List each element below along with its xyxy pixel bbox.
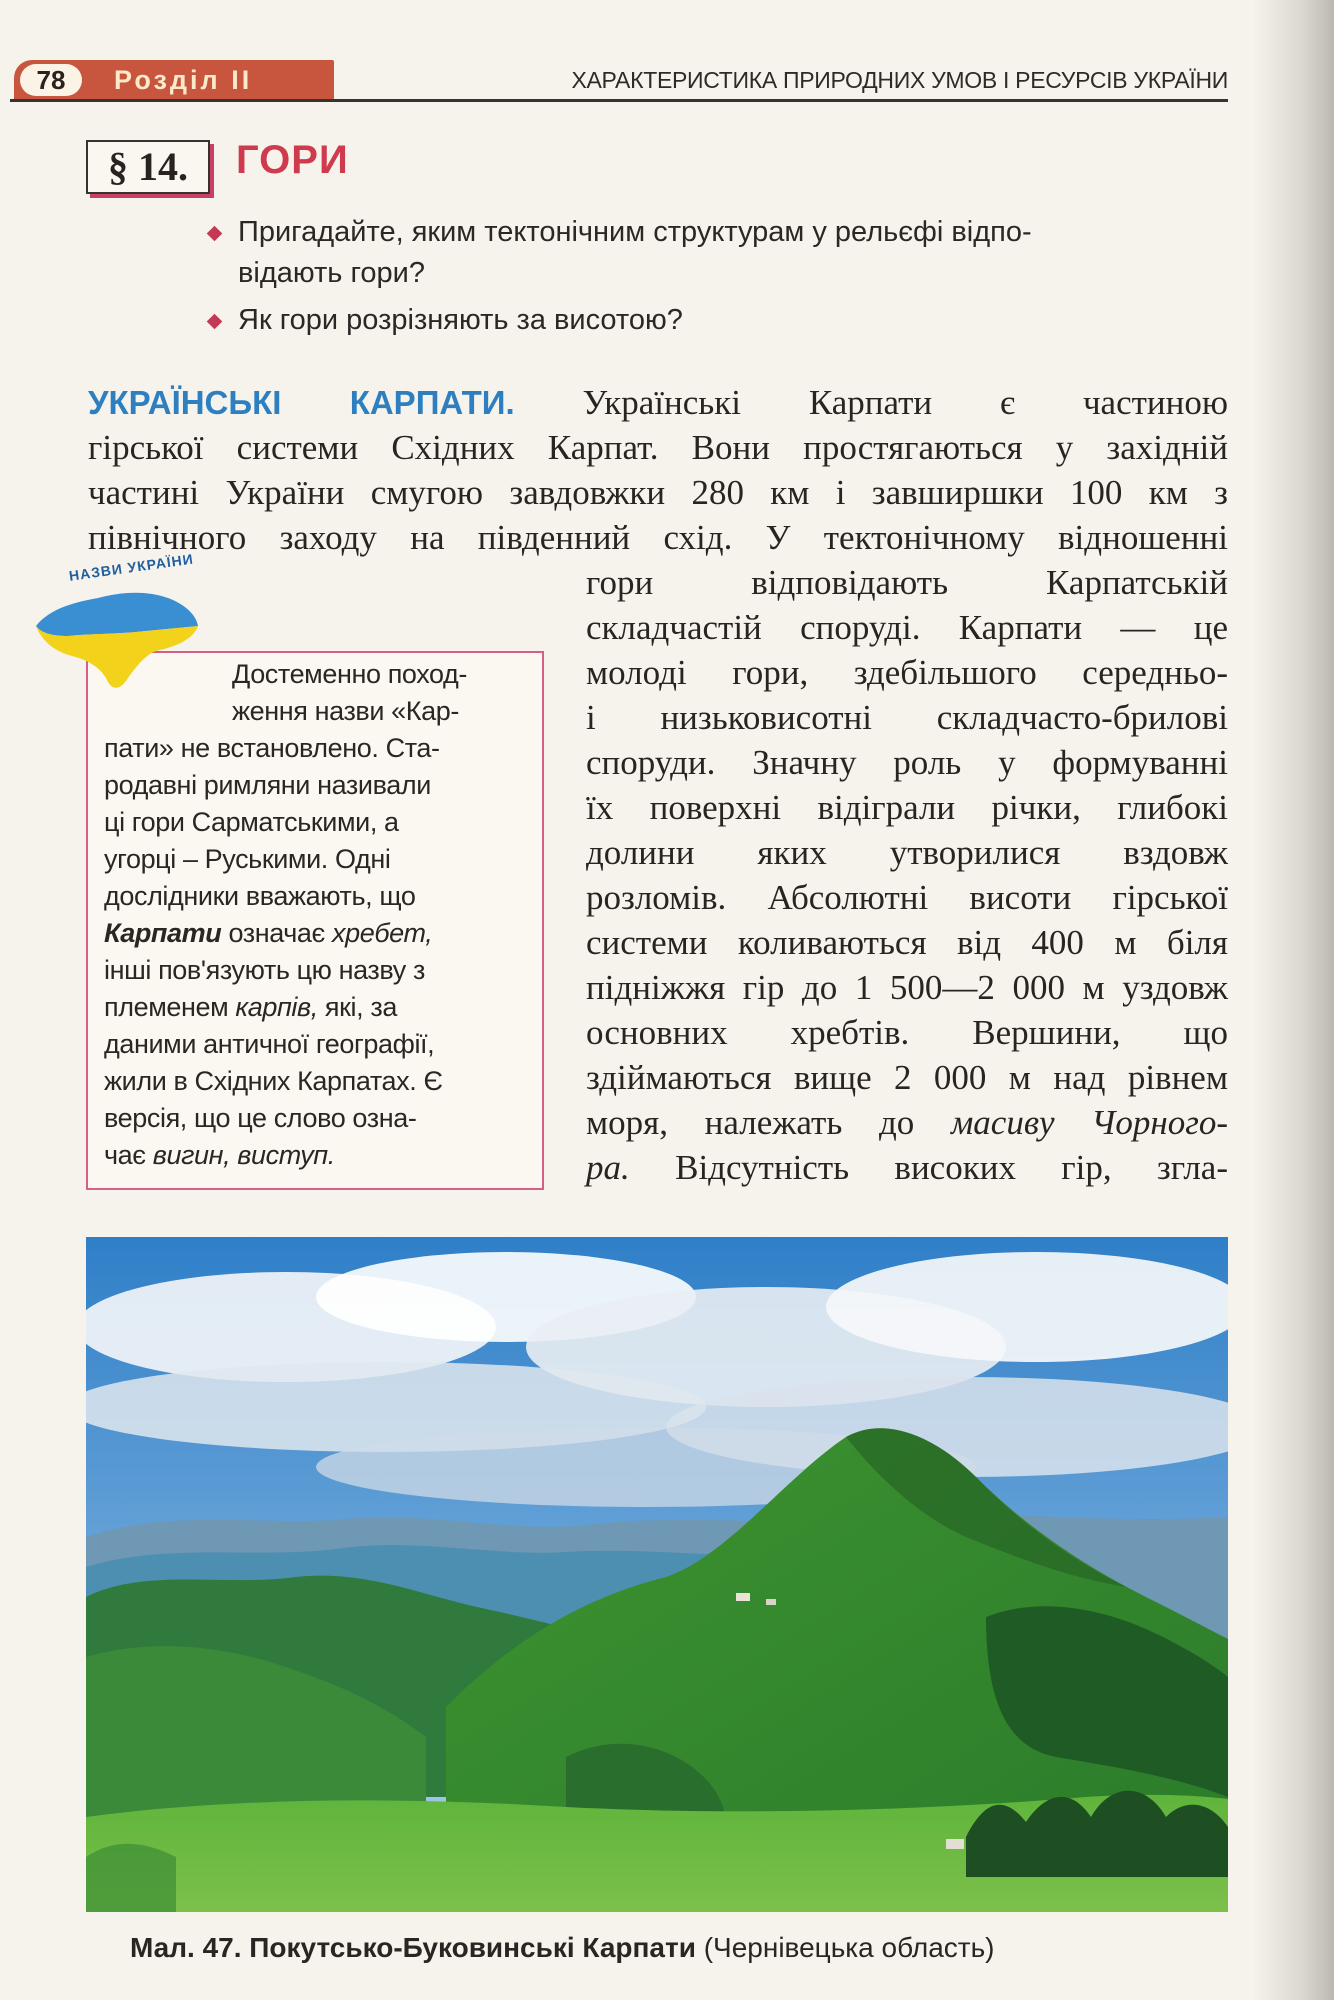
carpathians-photo bbox=[86, 1237, 1228, 1912]
body-line-3: частині України смугою завдовжки 280 км і завширшки 100 км з bbox=[88, 473, 1228, 512]
column-line-3: молоді гори, здебільшого середньо- bbox=[586, 653, 1228, 692]
question-1: Пригадайте, яким тектонічним структурам у рельєфі відпо- bbox=[204, 212, 1228, 253]
sidebar-badge-label: НАЗВИ УКРАЇНИ bbox=[68, 550, 195, 584]
sidebar-line-4: родавні римляни називали bbox=[104, 770, 431, 800]
sidebar-line-5: ці гори Сарматськими, а bbox=[104, 807, 399, 837]
sidebar-line-6: угорці – Руськими. Одні bbox=[104, 844, 391, 874]
column-line-11: основних хребтів. Вершини, що bbox=[586, 1013, 1228, 1052]
column-line-8: розломів. Абсолютні висоти гірської bbox=[586, 878, 1228, 917]
bullet-diamond-icon bbox=[207, 226, 223, 242]
sidebar-line-12: жили в Східних Карпатах. Є bbox=[104, 1066, 443, 1096]
sidebar-line-11: даними античної географії, bbox=[104, 1029, 435, 1059]
page-number: 78 bbox=[20, 64, 82, 96]
ukraine-map-icon bbox=[28, 550, 203, 703]
sidebar-line-9: інші пов'язують цю назву з bbox=[104, 955, 425, 985]
sidebar-line-7: дослідники вважають, що bbox=[104, 881, 416, 911]
figure-caption: Мал. 47. Покутсько-Буковинські Карпати (Чернівецька область) bbox=[130, 1932, 995, 1963]
column-line-14: ра. Відсутність високих гір, згла- bbox=[586, 1148, 1228, 1187]
body-line-4: північного заходу на південний схід. У тектонічному відношенні bbox=[88, 518, 1228, 557]
column-line-7: долини яких утворилися вздовж bbox=[586, 833, 1228, 872]
column-line-1: гори відповідають Карпатській bbox=[586, 563, 1228, 602]
sidebar-line-1: Достеменно поход- bbox=[232, 659, 468, 689]
running-title: ХАРАКТЕРИСТИКА ПРИРОДНИХ УМОВ І РЕСУРСІВ УКРАЇНИ bbox=[571, 67, 1228, 93]
column-line-9: системи коливаються від 400 м біля bbox=[586, 923, 1228, 962]
paragraph-number: § 14. bbox=[86, 140, 210, 194]
sidebar-line-13: версія, що це слово озна- bbox=[104, 1103, 417, 1133]
sidebar-line-8: Карпати означає хребет, bbox=[104, 918, 433, 948]
sidebar-line-2: ження назви «Кар- bbox=[232, 696, 459, 726]
recall-questions bbox=[238, 212, 1228, 341]
header-rule bbox=[10, 99, 1228, 102]
lead-heading: УКРАЇНСЬКІ КАРПАТИ. bbox=[88, 384, 515, 421]
question-1-continued: відають гори? bbox=[238, 257, 425, 289]
sidebar-line-14: чає вигин, виступ. bbox=[104, 1140, 335, 1170]
column-line-5: споруди. Значну роль у формуванні bbox=[586, 743, 1228, 782]
topic-title: ГОРИ bbox=[236, 138, 349, 182]
body-line-2: гірської системи Східних Карпат. Вони простягаються у західній bbox=[88, 428, 1228, 467]
page-edge-shadow bbox=[1252, 0, 1334, 2000]
term-karpaty: Карпати bbox=[104, 918, 222, 948]
sidebar-line-3: пати» не встановлено. Ста- bbox=[104, 733, 440, 763]
sidebar-line-10: племенем карпів, які, за bbox=[104, 992, 397, 1022]
section-label: Розділ II bbox=[114, 65, 253, 95]
chornohora-term: масиву Чорного- bbox=[950, 1103, 1229, 1142]
column-line-2: складчастій споруді. Карпати — це bbox=[586, 608, 1228, 647]
question-2: Як гори розрізняють за висотою? bbox=[204, 300, 1228, 341]
column-line-6: їх поверхні відіграли річки, глибокі bbox=[586, 788, 1228, 827]
column-line-13: моря, належать до масиву Чорного- bbox=[586, 1103, 1229, 1142]
body-line-1: УКРАЇНСЬКІ КАРПАТИ. Українські Карпати є частиною bbox=[88, 383, 1229, 422]
column-line-12: здіймаються вище 2 000 м над рівнем bbox=[586, 1058, 1228, 1097]
bullet-diamond-icon bbox=[207, 314, 223, 330]
column-line-10: підніжжя гір до 1 500—2 000 м уздовж bbox=[586, 968, 1228, 1007]
column-line-4: і низьковисотні складчасто-брилові bbox=[586, 698, 1228, 737]
